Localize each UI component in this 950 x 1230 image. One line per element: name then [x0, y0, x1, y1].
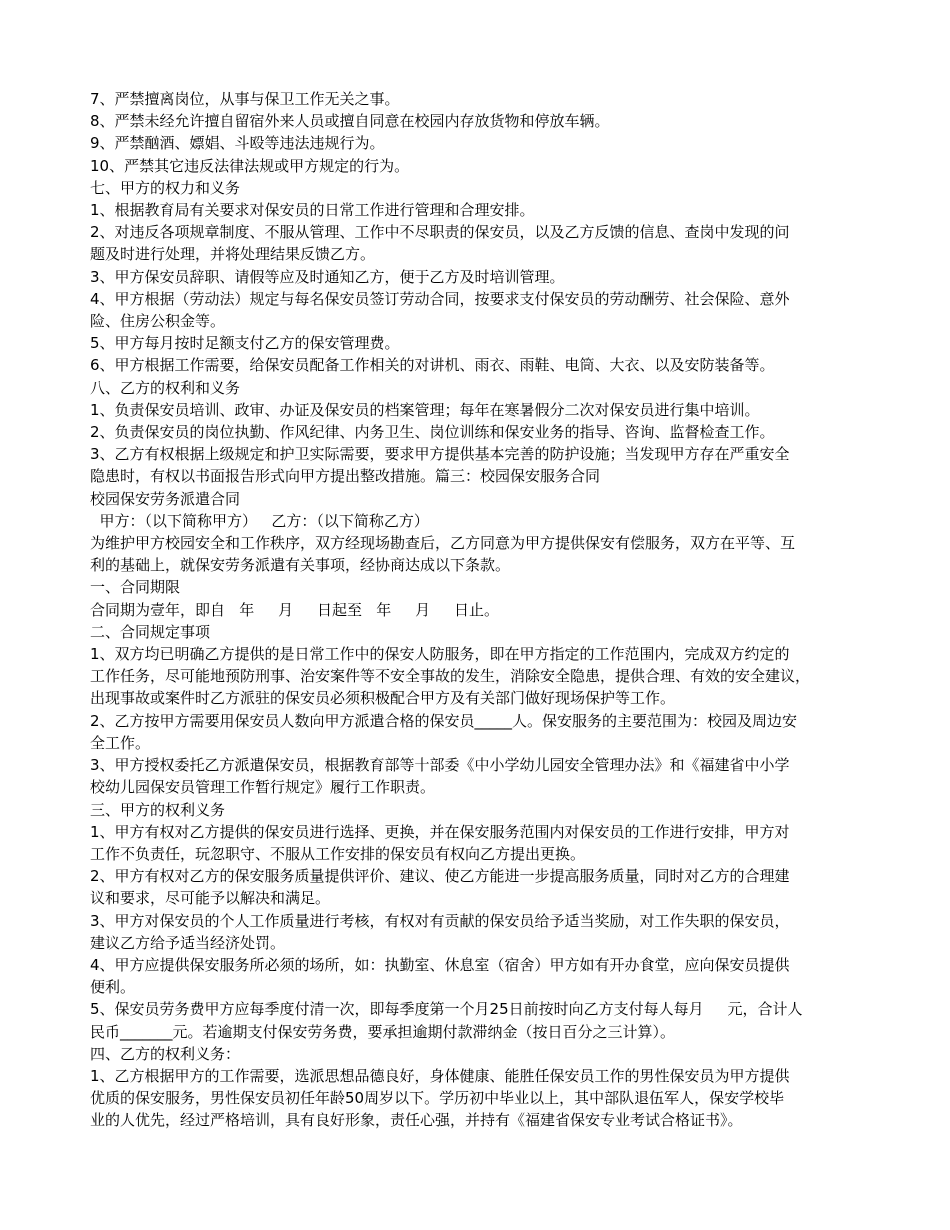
section-heading: 二、合同规定事项 — [90, 622, 211, 641]
text-line: 隐患时，有权以书面报告形式向甲方提出整改措施。篇三：校园保安服务合同 — [90, 467, 601, 486]
document-body — [90, 88, 870, 1132]
text-line: 10、严禁其它违反法律法规或甲方规定的行为。 — [90, 156, 410, 175]
section-heading: 七、甲方的权力和义务 — [90, 178, 241, 197]
text-line: 优质的保安服务，男性保安员初任年龄50周岁以下。学历初中毕业以上，其中部队退伍军人，保安学校毕 — [90, 1089, 785, 1108]
text-line: 2、负责保安员的岗位执勤、作风纪律、内务卫生、岗位训练和保安业务的指导、咨询、监督检查工作。 — [90, 423, 775, 442]
text-line: 题及时进行处理，并将处理结果反馈乙方。 — [90, 245, 376, 264]
text-line: 8、严禁未经允许擅自留宿外来人员或擅自同意在校园内存放货物和停放车辆。 — [90, 112, 610, 131]
text-line: 1、负责保安员培训、政审、办证及保安员的档案管理；每年在寒暑假分二次对保安员进行集中培训。 — [90, 400, 760, 419]
text-line: 险、住房公积金等。 — [90, 312, 226, 331]
text-line: 3、甲方对保安员的个人工作质量进行考核，有权对有贡献的保安员给予适当奖励，对工作失职的保安员， — [90, 911, 790, 930]
text-line: 民币_______元。若逾期支付保安劳务费，要承担逾期付款滞纳金（按日百分之三计算）。 — [90, 1022, 676, 1041]
text-line: 1、甲方有权对乙方提供的保安员进行选择、更换，并在保安服务范围内对保安员的工作进行安排，甲方对 — [90, 822, 790, 841]
text-line: 为维护甲方校园安全和工作秩序，双方经现场勘查后，乙方同意为甲方提供保安有偿服务，双方在平等、互 — [90, 534, 796, 553]
text-line: 6、甲方根据工作需要，给保安员配备工作相关的对讲机、雨衣、雨鞋、电筒、大衣、以及安防装备等。 — [90, 356, 775, 375]
contract-term-line: 合同期为壹年，即自 年 月 日起至 年 月 日止。 — [90, 600, 499, 619]
text-line: 2、甲方有权对乙方的保安服务质量提供评价、建议、使乙方能进一步提高服务质量，同时对乙方的合理建 — [90, 867, 790, 886]
text-line: 5、保安员劳务费甲方应每季度付清一次，即每季度第一个月25日前按时向乙方支付每人每月 元，合计人 — [90, 1000, 803, 1019]
text-line: 1、双方均已明确乙方提供的是日常工作中的保安人防服务，即在甲方指定的工作范围内，完成双方约定的 — [90, 645, 790, 664]
section-heading: 三、甲方的权利义务 — [90, 800, 226, 819]
section-heading: 一、合同期限 — [90, 578, 181, 597]
text-line: 建议乙方给予适当经济处罚。 — [90, 933, 286, 952]
text-line: 利的基础上，就保安劳务派遣有关事项，经协商达成以下条款。 — [90, 556, 511, 575]
text-line: 4、甲方根据（劳动法）规定与每名保安员签订劳动合同，按要求支付保安员的劳动酬劳、社会保险、意外 — [90, 289, 790, 308]
text-line: 便利。 — [90, 978, 136, 997]
text-line: 3、甲方授权委托乙方派遣保安员，根据教育部等十部委《中小学幼儿园安全管理办法》和《福建省中小学 — [90, 756, 790, 775]
section-heading: 八、乙方的权利和义务 — [90, 378, 241, 397]
text-line: 校幼儿园保安员管理工作暂行规定》履行工作职责。 — [90, 778, 436, 797]
parties-line: 甲方：（以下简称甲方） 乙方：（以下简称乙方） — [90, 511, 429, 530]
text-line: 工作不负责任，玩忽职守、不服从工作安排的保安员有权向乙方提出更换。 — [90, 844, 586, 863]
text-line: 1、乙方根据甲方的工作需要，选派思想品德良好，身体健康、能胜任保安员工作的男性保安员为甲方提供 — [90, 1066, 790, 1085]
text-line: 业的人优先，经过严格培训，具有良好形象，责任心强，并持有《福建省保安专业考试合格证书》。 — [90, 1111, 743, 1130]
text-line: 3、乙方有权根据上级规定和护卫实际需要，要求甲方提供基本完善的防护设施；当发现甲方存在严重安全 — [90, 445, 790, 464]
text-line: 9、严禁酗酒、嫖娼、斗殴等违法违规行为。 — [90, 134, 385, 153]
text-line: 2、乙方按甲方需要用保安员人数向甲方派遣合格的保安员_____人。保安服务的主要范围为：校园及周边安 — [90, 711, 798, 730]
text-line: 3、甲方保安员辞职、请假等应及时通知乙方，便于乙方及时培训管理。 — [90, 267, 565, 286]
text-line: 5、甲方每月按时足额支付乙方的保安管理费。 — [90, 334, 400, 353]
section-heading: 四、乙方的权利义务： — [90, 1044, 241, 1063]
text-line: 2、对违反各项规章制度、不服从管理、工作中不尽职责的保安员，以及乙方反馈的信息、查岗中发现的问 — [90, 223, 790, 242]
text-line: 出现事故或案件时乙方派驻的保安员必须积极配合甲方及有关部门做好现场保护等工作。 — [90, 689, 676, 708]
text-line: 工作任务，尽可能地预防刑事、治安案件等不安全事故的发生，消除安全隐患，提供合理、有效的安全建议， — [90, 667, 811, 686]
contract-title: 校园保安劳务派遣合同 — [90, 489, 241, 508]
text-line: 4、甲方应提供保安服务所必须的场所，如：执勤室、休息室（宿舍）甲方如有开办食堂，应向保安员提供 — [90, 955, 790, 974]
text-line: 1、根据教育局有关要求对保安员的日常工作进行管理和合理安排。 — [90, 201, 535, 220]
text-line: 议和要求，尽可能予以解决和满足。 — [90, 889, 331, 908]
text-line: 7、严禁擅离岗位，从事与保卫工作无关之事。 — [90, 90, 400, 108]
text-line: 全工作。 — [90, 733, 151, 752]
